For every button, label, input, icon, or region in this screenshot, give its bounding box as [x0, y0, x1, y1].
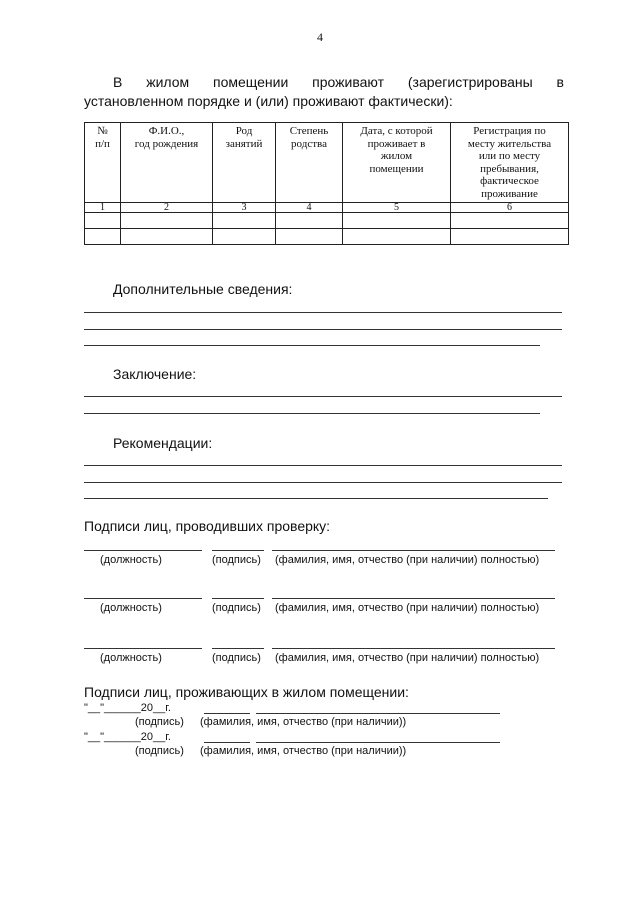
resident-date-line[interactable]: "__"______20__г. [84, 731, 171, 743]
table-cell[interactable] [213, 213, 276, 229]
position-line[interactable] [84, 648, 202, 649]
column-number: 3 [213, 203, 276, 213]
column-number: 2 [121, 203, 213, 213]
table-row [85, 229, 569, 245]
fullname-line[interactable] [272, 598, 555, 599]
column-number: 5 [343, 203, 451, 213]
resident-fullname-line[interactable] [256, 742, 500, 743]
table-cell[interactable] [85, 213, 121, 229]
signature-line[interactable] [212, 648, 264, 649]
recommendations-line[interactable] [84, 465, 562, 466]
resident-signature-caption: (подпись) [135, 716, 184, 728]
fullname-caption: (фамилия, имя, отчество (при наличии) полностью) [275, 602, 540, 614]
additional-info-line[interactable] [84, 312, 562, 313]
column-number: 1 [85, 203, 121, 213]
table-cell[interactable] [213, 229, 276, 245]
signature-caption: (подпись) [212, 652, 261, 664]
conclusion-line[interactable] [84, 396, 562, 397]
additional-info-line[interactable] [84, 345, 540, 346]
resident-date-line[interactable]: "__"______20__г. [84, 702, 171, 714]
recommendations-line[interactable] [84, 498, 548, 499]
table-header-cell: Дата, с которой проживает в жилом помещении [343, 123, 451, 203]
fullname-line[interactable] [272, 648, 555, 649]
conclusion-line[interactable] [84, 413, 540, 414]
table-header-cell: Степень родства [276, 123, 343, 203]
resident-signature-caption: (подпись) [135, 745, 184, 757]
table-header-cell: Род занятий [213, 123, 276, 203]
table-cell[interactable] [451, 229, 569, 245]
table-column-number-row [85, 203, 569, 213]
signature-caption: (подпись) [212, 602, 261, 614]
column-number: 6 [451, 203, 569, 213]
residents-table [84, 122, 569, 245]
position-caption: (должность) [100, 652, 162, 664]
table-cell[interactable] [343, 229, 451, 245]
resident-signature-line[interactable] [204, 713, 250, 714]
table-cell[interactable] [85, 229, 121, 245]
page-number: 4 [317, 30, 323, 44]
position-line[interactable] [84, 598, 202, 599]
position-caption: (должность) [100, 602, 162, 614]
position-caption: (должность) [100, 554, 162, 566]
fullname-caption: (фамилия, имя, отчество (при наличии) полностью) [275, 652, 540, 664]
inspectors-signatures-label: Подписи лиц, проводивших проверку: [84, 518, 331, 534]
table-header-cell: № п/п [85, 123, 121, 203]
fullname-line[interactable] [272, 550, 555, 551]
resident-signature-line[interactable] [204, 742, 250, 743]
table-cell[interactable] [276, 213, 343, 229]
fullname-caption: (фамилия, имя, отчество (при наличии) полностью) [275, 554, 540, 566]
table-header-row [85, 123, 569, 203]
additional-info-line[interactable] [84, 329, 562, 330]
resident-fullname-line[interactable] [256, 713, 500, 714]
position-line[interactable] [84, 550, 202, 551]
table-header-cell: Ф.И.О., год рождения [121, 123, 213, 203]
table-row [85, 213, 569, 229]
table-cell[interactable] [343, 213, 451, 229]
conclusion-label: Заключение: [113, 366, 197, 382]
recommendations-label: Рекомендации: [113, 435, 213, 451]
recommendations-line[interactable] [84, 482, 562, 483]
residents-signatures-label: Подписи лиц, проживающих в жилом помещении: [84, 684, 409, 700]
column-number: 4 [276, 203, 343, 213]
intro-paragraph: В жилом помещении проживают (зарегистрированы в установленном порядке и (или) проживают фактически): [84, 74, 564, 109]
table-cell[interactable] [451, 213, 569, 229]
signature-line[interactable] [212, 550, 264, 551]
resident-fullname-caption: (фамилия, имя, отчество (при наличии)) [200, 745, 407, 757]
table-cell[interactable] [121, 213, 213, 229]
table-cell[interactable] [121, 229, 213, 245]
table-header-cell: Регистрация по месту жительства или по месту пребывания, фактическое проживание [451, 123, 569, 203]
resident-fullname-caption: (фамилия, имя, отчество (при наличии)) [200, 716, 407, 728]
signature-line[interactable] [212, 598, 264, 599]
signature-caption: (подпись) [212, 554, 261, 566]
additional-info-label: Дополнительные сведения: [113, 281, 293, 297]
table-cell[interactable] [276, 229, 343, 245]
